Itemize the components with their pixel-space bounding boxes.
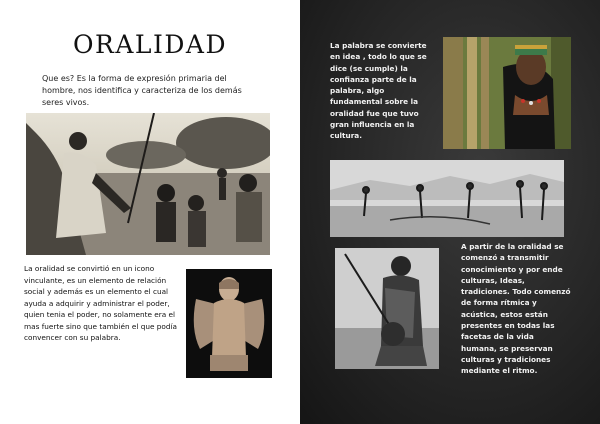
statue-photo — [186, 269, 272, 378]
page-title: ORALIDAD — [73, 30, 227, 59]
historic-engraving-illustration — [330, 160, 564, 237]
musician-with-instrument-photo — [335, 248, 439, 369]
indigenous-woman-portrait-photo — [443, 37, 571, 149]
transmision-conocimiento-paragraph: A partir de la oralidad se comenzó a transmitir conocimiento y por ende culturas, Ideas, tradiciones. Todo comenzó de forma rítmica y acústica, estos están presentes en todas las facetas de la vida humana, se preservan culturas y tradiciones mediante el ritmo. — [461, 242, 571, 376]
storyteller-gathering-photo — [26, 113, 270, 255]
palabra-idea-paragraph: La palabra se convierte en idea , todo lo que se dice (se cumple) la confianza parte de la palabra, algo fundamental sobre la oralidad fue que tuvo gran influencia en la cultura. — [330, 41, 427, 141]
intro-text: Que es? Es la forma de expresión primaria del hombre, nos identifica y caracteriza de los demás seres vivos. — [42, 74, 242, 107]
oralidad-power-paragraph: La oralidad se convirtió en un icono vinculante, es un elemento de relación social y además es un elemento el cual ayuda a adquirir y administrar el poder, quien tenia el poder, no solamente era el mas fuerte sino que también el que podía convencer con su palabra. — [24, 264, 178, 342]
